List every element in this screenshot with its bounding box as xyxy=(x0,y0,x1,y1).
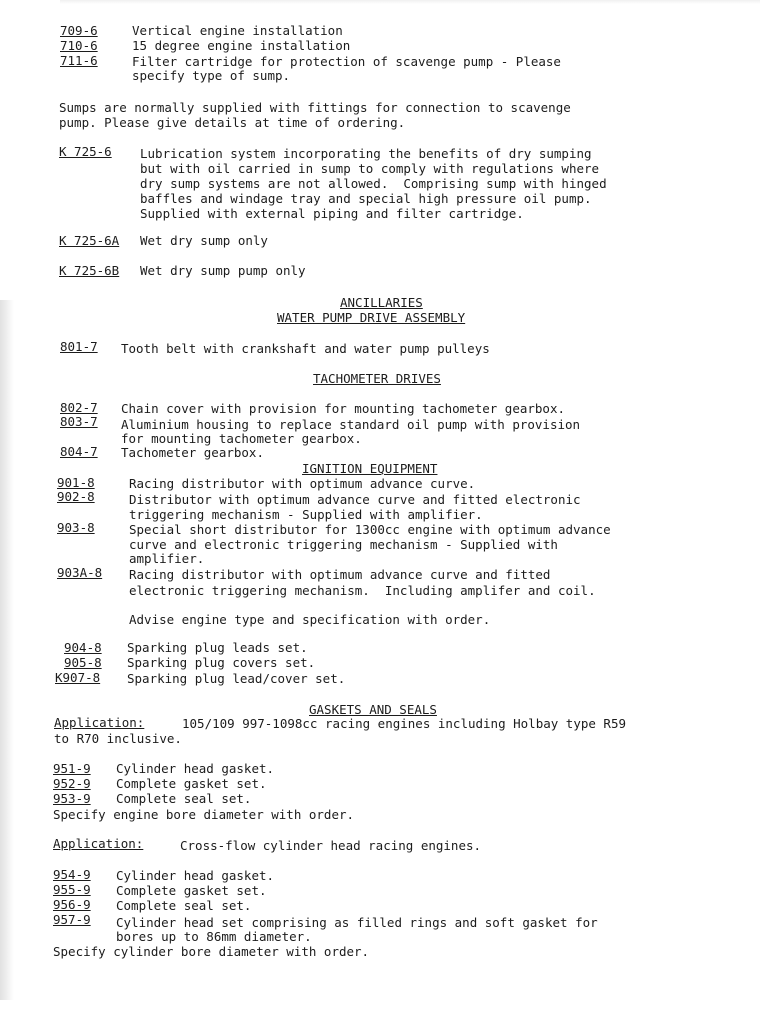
application-label: Application: xyxy=(54,715,145,730)
item-description: baffles and windage tray and special high pressure oil pump. xyxy=(140,191,592,206)
item-code: 903-8 xyxy=(57,520,95,535)
item-description: Cylinder head gasket. xyxy=(116,868,275,883)
item-description: Wet dry sump only xyxy=(140,233,268,248)
item-description: Supplied with external piping and filter cartridge. xyxy=(140,206,524,221)
item-description: dry sump systems are not allowed. Comprising sump with hinged xyxy=(140,176,607,191)
item-description: Vertical engine installation xyxy=(132,23,343,38)
item-description: electronic triggering mechanism. Including amplifer and coil. xyxy=(129,583,596,598)
item-code: 901-8 xyxy=(57,475,95,490)
item-description: Lubrication system incorporating the benefits of dry sumping xyxy=(140,146,592,161)
item-description: Complete gasket set. xyxy=(116,776,267,791)
item-description: for mounting tachometer gearbox. xyxy=(121,431,362,446)
item-code: 951-9 xyxy=(53,761,91,776)
item-description: Aluminium housing to replace standard oil pump with provision xyxy=(121,417,581,432)
item-code: 803-7 xyxy=(60,414,98,429)
section-heading: GASKETS AND SEALS xyxy=(309,702,437,717)
item-description: Cylinder head set comprising as filled rings and soft gasket for xyxy=(116,915,598,930)
item-description: specify type of sump. xyxy=(132,68,291,83)
item-description: Tooth belt with crankshaft and water pump pulleys xyxy=(121,341,490,356)
item-code: 710-6 xyxy=(60,38,98,53)
item-description: Racing distributor with optimum advance curve and fitted xyxy=(129,567,551,582)
item-code: 956-9 xyxy=(53,897,91,912)
item-description: bores up to 86mm diameter. xyxy=(116,929,312,944)
item-code: 955-9 xyxy=(53,882,91,897)
item-description: Tachometer gearbox. xyxy=(121,445,264,460)
item-code: 802-7 xyxy=(60,400,98,415)
item-code: 902-8 xyxy=(57,489,95,504)
item-code: K907-8 xyxy=(55,670,101,685)
section-heading: TACHOMETER DRIVES xyxy=(313,371,441,386)
item-code: 957-9 xyxy=(53,912,91,927)
scan-shadow xyxy=(0,300,14,1000)
item-description: triggering mechanism - Supplied with amplifier. xyxy=(129,507,483,522)
note-text: Sumps are normally supplied with fittings for connection to scavenge xyxy=(59,100,571,115)
item-description: Complete seal set. xyxy=(116,791,252,806)
item-code: 953-9 xyxy=(53,791,91,806)
application-text: Cross-flow cylinder head racing engines. xyxy=(180,838,482,853)
item-description: but with oil carried in sump to comply with regulations where xyxy=(140,161,600,176)
item-description: 15 degree engine installation xyxy=(132,38,351,53)
item-code: 709-6 xyxy=(60,23,98,38)
item-description: amplifier. xyxy=(129,551,205,566)
note-text: Advise engine type and specification with order. xyxy=(129,612,491,627)
item-code: 903A-8 xyxy=(57,565,103,580)
application-label: Application: xyxy=(53,836,144,851)
item-description: Sparking plug covers set. xyxy=(127,655,316,670)
item-description: Distributor with optimum advance curve and fitted electronic xyxy=(129,492,581,507)
section-subheading: WATER PUMP DRIVE ASSEMBLY xyxy=(277,310,466,325)
item-description: Complete seal set. xyxy=(116,898,252,913)
item-code: 801-7 xyxy=(60,339,98,354)
note-text: Specify cylinder bore diameter with order. xyxy=(53,944,370,959)
item-description: Cylinder head gasket. xyxy=(116,761,275,776)
item-code: 904-8 xyxy=(64,640,102,655)
item-code: 905-8 xyxy=(64,655,102,670)
item-description: Special short distributor for 1300cc engine with optimum advance xyxy=(129,522,611,537)
item-description: Sparking plug leads set. xyxy=(127,640,308,655)
item-code: 954-9 xyxy=(53,867,91,882)
item-description: Complete gasket set. xyxy=(116,883,267,898)
item-code: 711-6 xyxy=(60,53,98,68)
item-code: 804-7 xyxy=(60,444,98,459)
section-heading: ANCILLARIES xyxy=(340,295,423,310)
scan-shadow-top xyxy=(60,0,760,4)
application-text: 105/109 997-1098cc racing engines including Holbay type R59 xyxy=(182,716,627,731)
item-code: K 725-6 xyxy=(59,144,112,159)
item-description: Sparking plug lead/cover set. xyxy=(127,671,346,686)
item-description: Filter cartridge for protection of scavenge pump - Please xyxy=(132,54,561,69)
item-description: Chain cover with provision for mounting tachometer gearbox. xyxy=(121,401,566,416)
item-description: curve and electronic triggering mechanism - Supplied with xyxy=(129,537,558,552)
note-text: Specify engine bore diameter with order. xyxy=(53,807,355,822)
item-description: Wet dry sump pump only xyxy=(140,263,306,278)
item-code: K 725-6B xyxy=(59,263,120,278)
item-code: 952-9 xyxy=(53,776,91,791)
application-text: to R70 inclusive. xyxy=(54,731,182,746)
note-text: pump. Please give details at time of ordering. xyxy=(59,115,406,130)
section-heading: IGNITION EQUIPMENT xyxy=(302,461,438,476)
item-description: Racing distributor with optimum advance curve. xyxy=(129,476,476,491)
item-code: K 725-6A xyxy=(59,233,120,248)
